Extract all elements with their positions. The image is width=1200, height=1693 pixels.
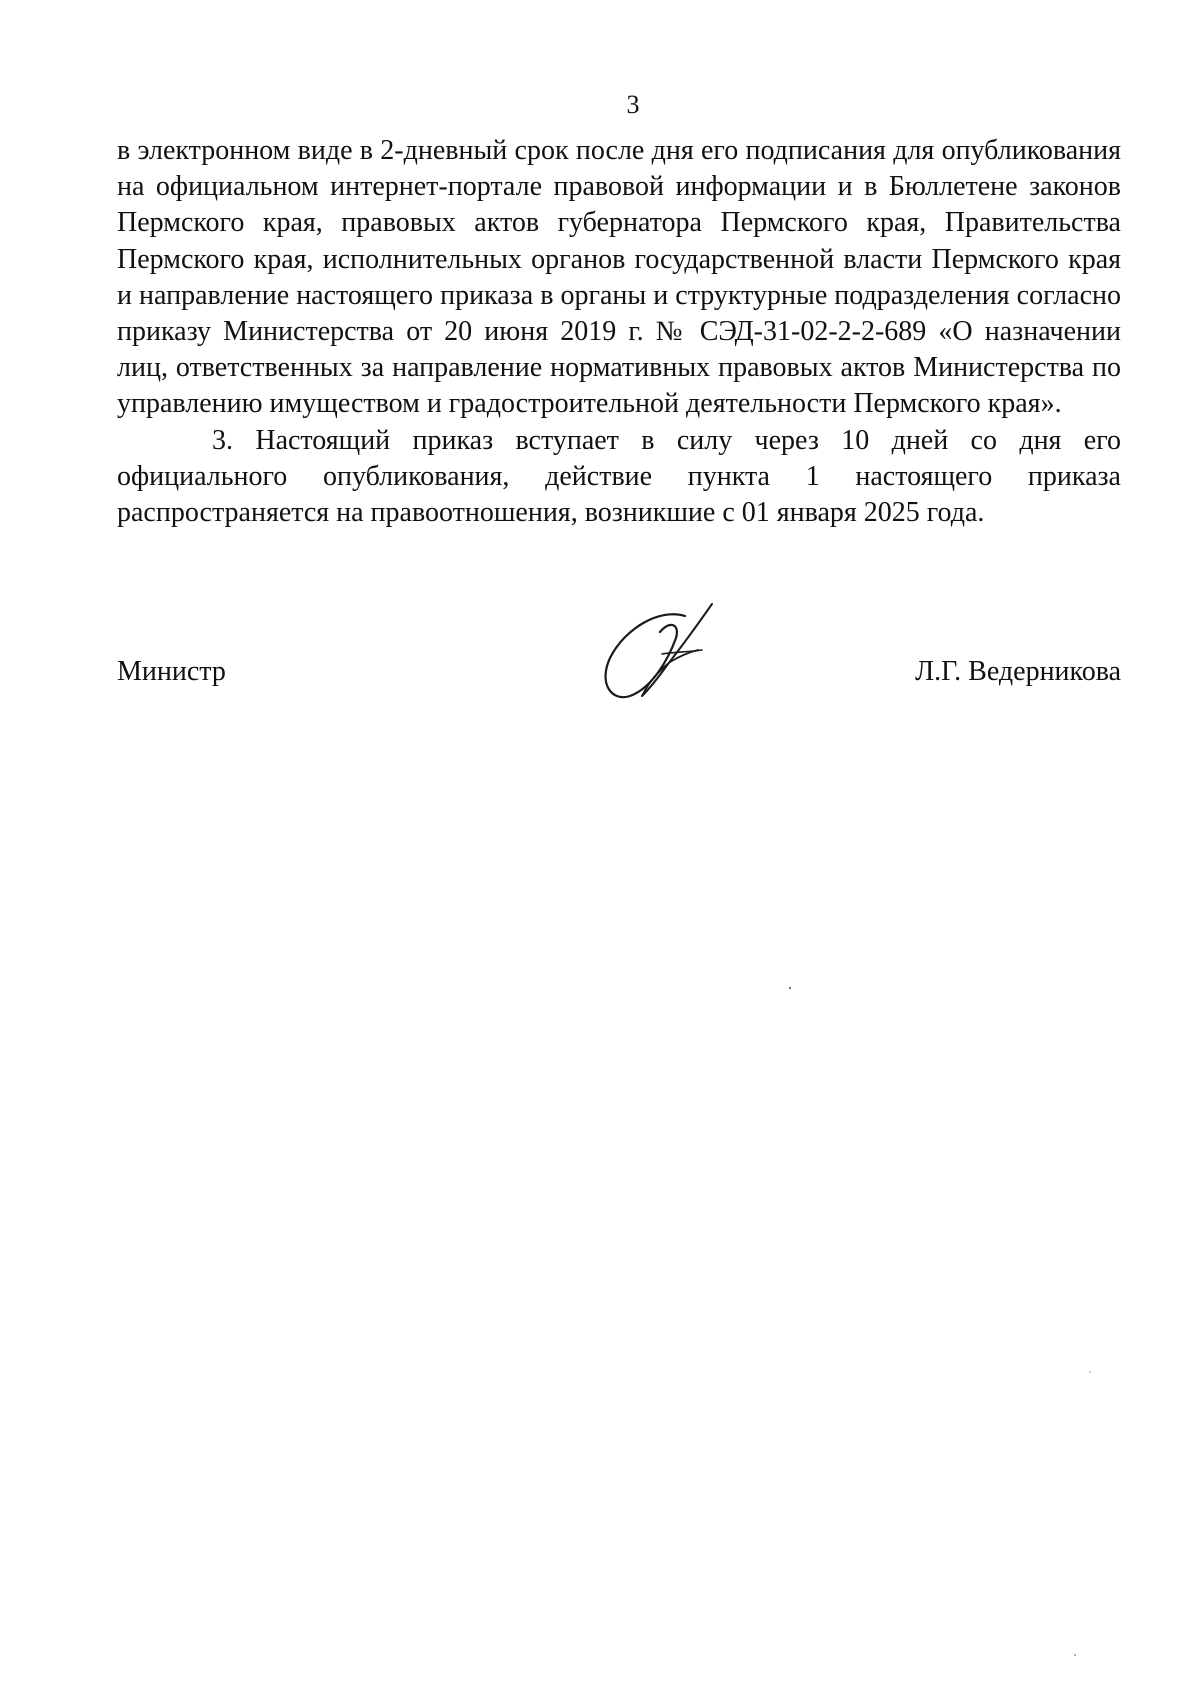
page-number: 3	[626, 90, 640, 119]
document-body	[117, 133, 1121, 531]
paragraph-continuation: в электронном виде в 2-дневный срок после дня его подписания для опубликования на официальном интернет-портале правовой информации и в Бюллетене законов Пермского края, правовых актов губернатора Пермского края, Правительства Пермского края, исполнительных органов государственной власти Пермского края и направление настоящего приказа в органы и структурные подразделения согласно приказу Министерства от 20 июня 2019 г. № СЭД-31-02-2-2-689 «О назначении лиц, ответственных за направление нормативных правовых актов Министерства по управлению имуществом и градостроительной деятельности Пермского края».	[117, 135, 1121, 420]
paragraph-item-3: 3. Настоящий приказ вступает в силу через 10 дней со дня его официального опубликования, действие пункта 1 настоящего приказа распространяется на правоотношения, возникшие с 01 января 2025 года.	[117, 424, 1121, 529]
signatory-title: Министр	[117, 656, 226, 687]
handwritten-signature-icon	[590, 600, 720, 705]
signatory-name: Л.Г. Ведерникова	[915, 656, 1121, 687]
